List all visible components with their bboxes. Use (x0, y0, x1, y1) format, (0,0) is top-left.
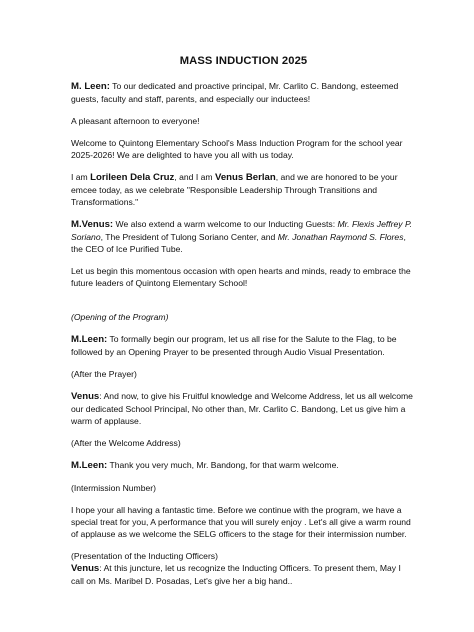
stage-direction: (After the Prayer) (71, 369, 137, 379)
stage-direction: (After the Welcome Address) (71, 438, 181, 448)
inducting-guests-paragraph: M.Venus: We also extend a warm welcome to our Inducting Guests: Mr. Flexis Jeffrey P. Soriano, The President of Tulong Soriano Center, and Mr. Jonathan Raymond S. Flores, the CEO of Ice Purified Tube. (71, 219, 412, 254)
stage-direction: (Presentation of the Inducting Officers) (71, 551, 218, 561)
emcee-intro-paragraph: I am Lorileen Dela Cruz, and I am Venus Berlan, and we are honored to be your emcee today, as we celebrate "Responsible Leadership Through Transitions and Transformations." (71, 172, 398, 207)
stage-direction: (Intermission Number) (71, 483, 157, 493)
welcome-paragraph: Welcome to Quintong Elementary School's Mass Induction Program for the school year 2025-2026! We are delighted to have you all with us today. (71, 138, 403, 160)
emcee-name-1: Lorileen Dela Cruz (90, 172, 175, 183)
inducting-officers-paragraph: Venus: At this juncture, let us recognize the Inducting Officers. To present them, May I call on Ms. Maribel D. Posadas, Let's give her a big hand.. (71, 563, 401, 586)
stage-direction: (Opening of the Program) (71, 312, 169, 322)
intermission-paragraph: I hope your all having a fantastic time. Before we continue with the program, we have a special treat for you, A performance that you will surely enjoy . Let's all give a warm round of applause as we welcome the SELG officers to the stage for their intermission number. (71, 505, 411, 539)
guest-name-2: Mr. Jonathan Raymond S. Flores (277, 232, 404, 242)
guest-name-1: Mr. Flexis Jeffrey P. Soriano (71, 219, 412, 242)
speaker-label: M.Leen: (71, 334, 108, 345)
salute-flag-paragraph: M.Leen: To formally begin our program, let us all rise for the Salute to the Flag, to be followed by an Opening Prayer to be presented through Audio Visual Presentation. (71, 334, 397, 357)
greeting-paragraph (71, 80, 416, 105)
speaker-label: M.Leen: (71, 460, 108, 471)
speaker-label: M.Venus: (71, 219, 114, 230)
speaker-label: M. Leen: (71, 81, 110, 92)
document-title: MASS INDUCTION 2025 (179, 55, 308, 67)
welcome-address-paragraph: Venus: And now, to give his Fruitful knowledge and Welcome Address, let us all welcome our dedicated School Principal, No other than, Mr. Carlito C. Bandong, Let us give him a warm of applause. (71, 391, 413, 426)
speaker-label: Venus (71, 563, 100, 574)
pleasant-afternoon-line: A pleasant afternoon to everyone! (71, 116, 200, 126)
emcee-name-2: Venus Berlan (214, 172, 276, 183)
spacer (71, 299, 416, 311)
speaker-label: Venus (71, 391, 100, 402)
thank-you-paragraph: M.Leen: Thank you very much, Mr. Bandong, for that warm welcome. (71, 460, 339, 471)
begin-occasion-paragraph: Let us begin this momentous occasion with open hearts and minds, ready to embrace the future leaders of Quintong Elementary School! (71, 266, 411, 288)
paragraph-text: To our dedicated and proactive principal, Mr. Carlito C. Bandong, esteemed guests, faculty and staff, parents, and especially our inductees! (71, 81, 399, 104)
